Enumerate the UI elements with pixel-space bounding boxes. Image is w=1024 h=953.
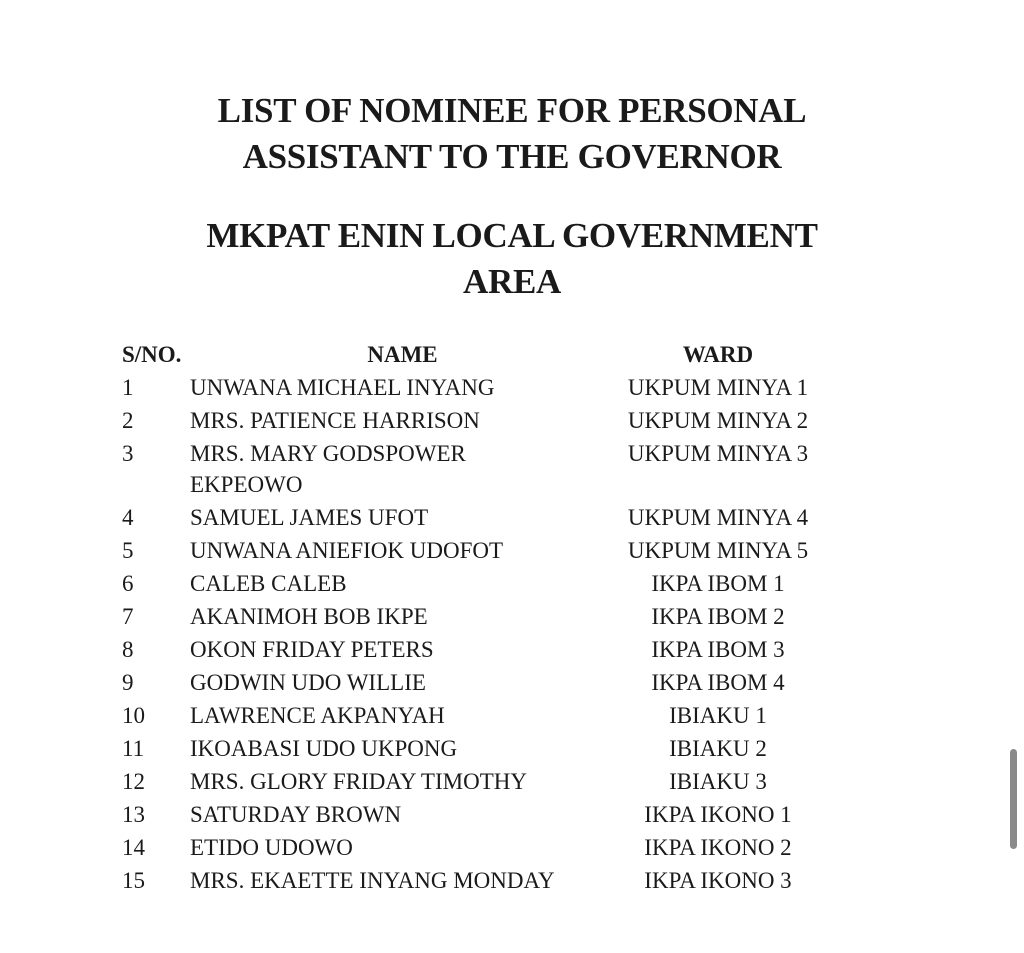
scrollbar[interactable]: [1010, 749, 1017, 849]
row-name: MRS. GLORY FRIDAY TIMOTHY: [190, 769, 527, 794]
row-ward: IKPA IKONO 1: [644, 802, 792, 827]
row-name: LAWRENCE AKPANYAH: [190, 703, 445, 728]
row-sno: 4: [122, 505, 134, 530]
row-name: UNWANA ANIEFIOK UDOFOT: [190, 538, 504, 563]
row-ward: IKPA IBOM 3: [651, 637, 785, 662]
row-name: IKOABASI UDO UKPONG: [190, 736, 458, 761]
row-sno: 3: [122, 441, 134, 466]
row-ward: UKPUM MINYA 2: [627, 408, 809, 433]
row-ward: UKPUM MINYA 3: [627, 441, 809, 466]
row-ward: IKPA IBOM 4: [651, 670, 785, 695]
row-name: CALEB CALEB: [190, 571, 347, 596]
row-name: UNWANA MICHAEL INYANG: [190, 375, 495, 400]
row-sno: 12: [122, 769, 145, 794]
row-name-continued: EKPEOWO: [190, 472, 303, 497]
row-name: AKANIMOH BOB IKPE: [190, 604, 428, 629]
row-sno: 5: [122, 538, 134, 563]
title-line-1: LIST OF NOMINEE FOR PERSONAL: [217, 91, 807, 130]
row-sno: 13: [122, 802, 145, 827]
row-sno: 1: [122, 375, 134, 400]
row-ward: UKPUM MINYA 4: [627, 505, 809, 530]
title-line-2: ASSISTANT TO THE GOVERNOR: [242, 137, 782, 176]
row-ward: IKPA IBOM 2: [651, 604, 785, 629]
header-sno: S/NO.: [122, 342, 182, 367]
row-ward: IKPA IKONO 2: [644, 835, 792, 860]
row-sno: 7: [122, 604, 134, 629]
row-name: MRS. EKAETTE INYANG MONDAY: [190, 868, 555, 893]
row-sno: 14: [122, 835, 145, 860]
row-sno: 9: [122, 670, 134, 695]
header-ward: WARD: [682, 342, 754, 367]
row-name: MRS. MARY GODSPOWER: [190, 441, 466, 466]
row-name: OKON FRIDAY PETERS: [190, 637, 434, 662]
row-ward: IBIAKU 3: [669, 769, 767, 794]
subtitle-line-2: AREA: [463, 262, 561, 301]
row-name: MRS. PATIENCE HARRISON: [190, 408, 480, 433]
row-name: SATURDAY BROWN: [190, 802, 402, 827]
row-ward: IKPA IBOM 1: [651, 571, 785, 596]
row-ward: IKPA IKONO 3: [644, 868, 792, 893]
row-ward: IBIAKU 2: [669, 736, 767, 761]
row-sno: 2: [122, 408, 134, 433]
row-sno: 10: [122, 703, 145, 728]
row-ward: IBIAKU 1: [669, 703, 767, 728]
row-ward: UKPUM MINYA 1: [627, 375, 809, 400]
row-name: SAMUEL JAMES UFOT: [190, 505, 429, 530]
header-name: NAME: [367, 342, 438, 367]
row-sno: 15: [122, 868, 145, 893]
row-ward: UKPUM MINYA 5: [627, 538, 809, 563]
row-sno: 8: [122, 637, 134, 662]
row-sno: 6: [122, 571, 134, 596]
row-name: ETIDO UDOWO: [190, 835, 353, 860]
row-name: GODWIN UDO WILLIE: [190, 670, 426, 695]
row-sno: 11: [122, 736, 145, 761]
subtitle-line-1: MKPAT ENIN LOCAL GOVERNMENT: [206, 216, 818, 255]
